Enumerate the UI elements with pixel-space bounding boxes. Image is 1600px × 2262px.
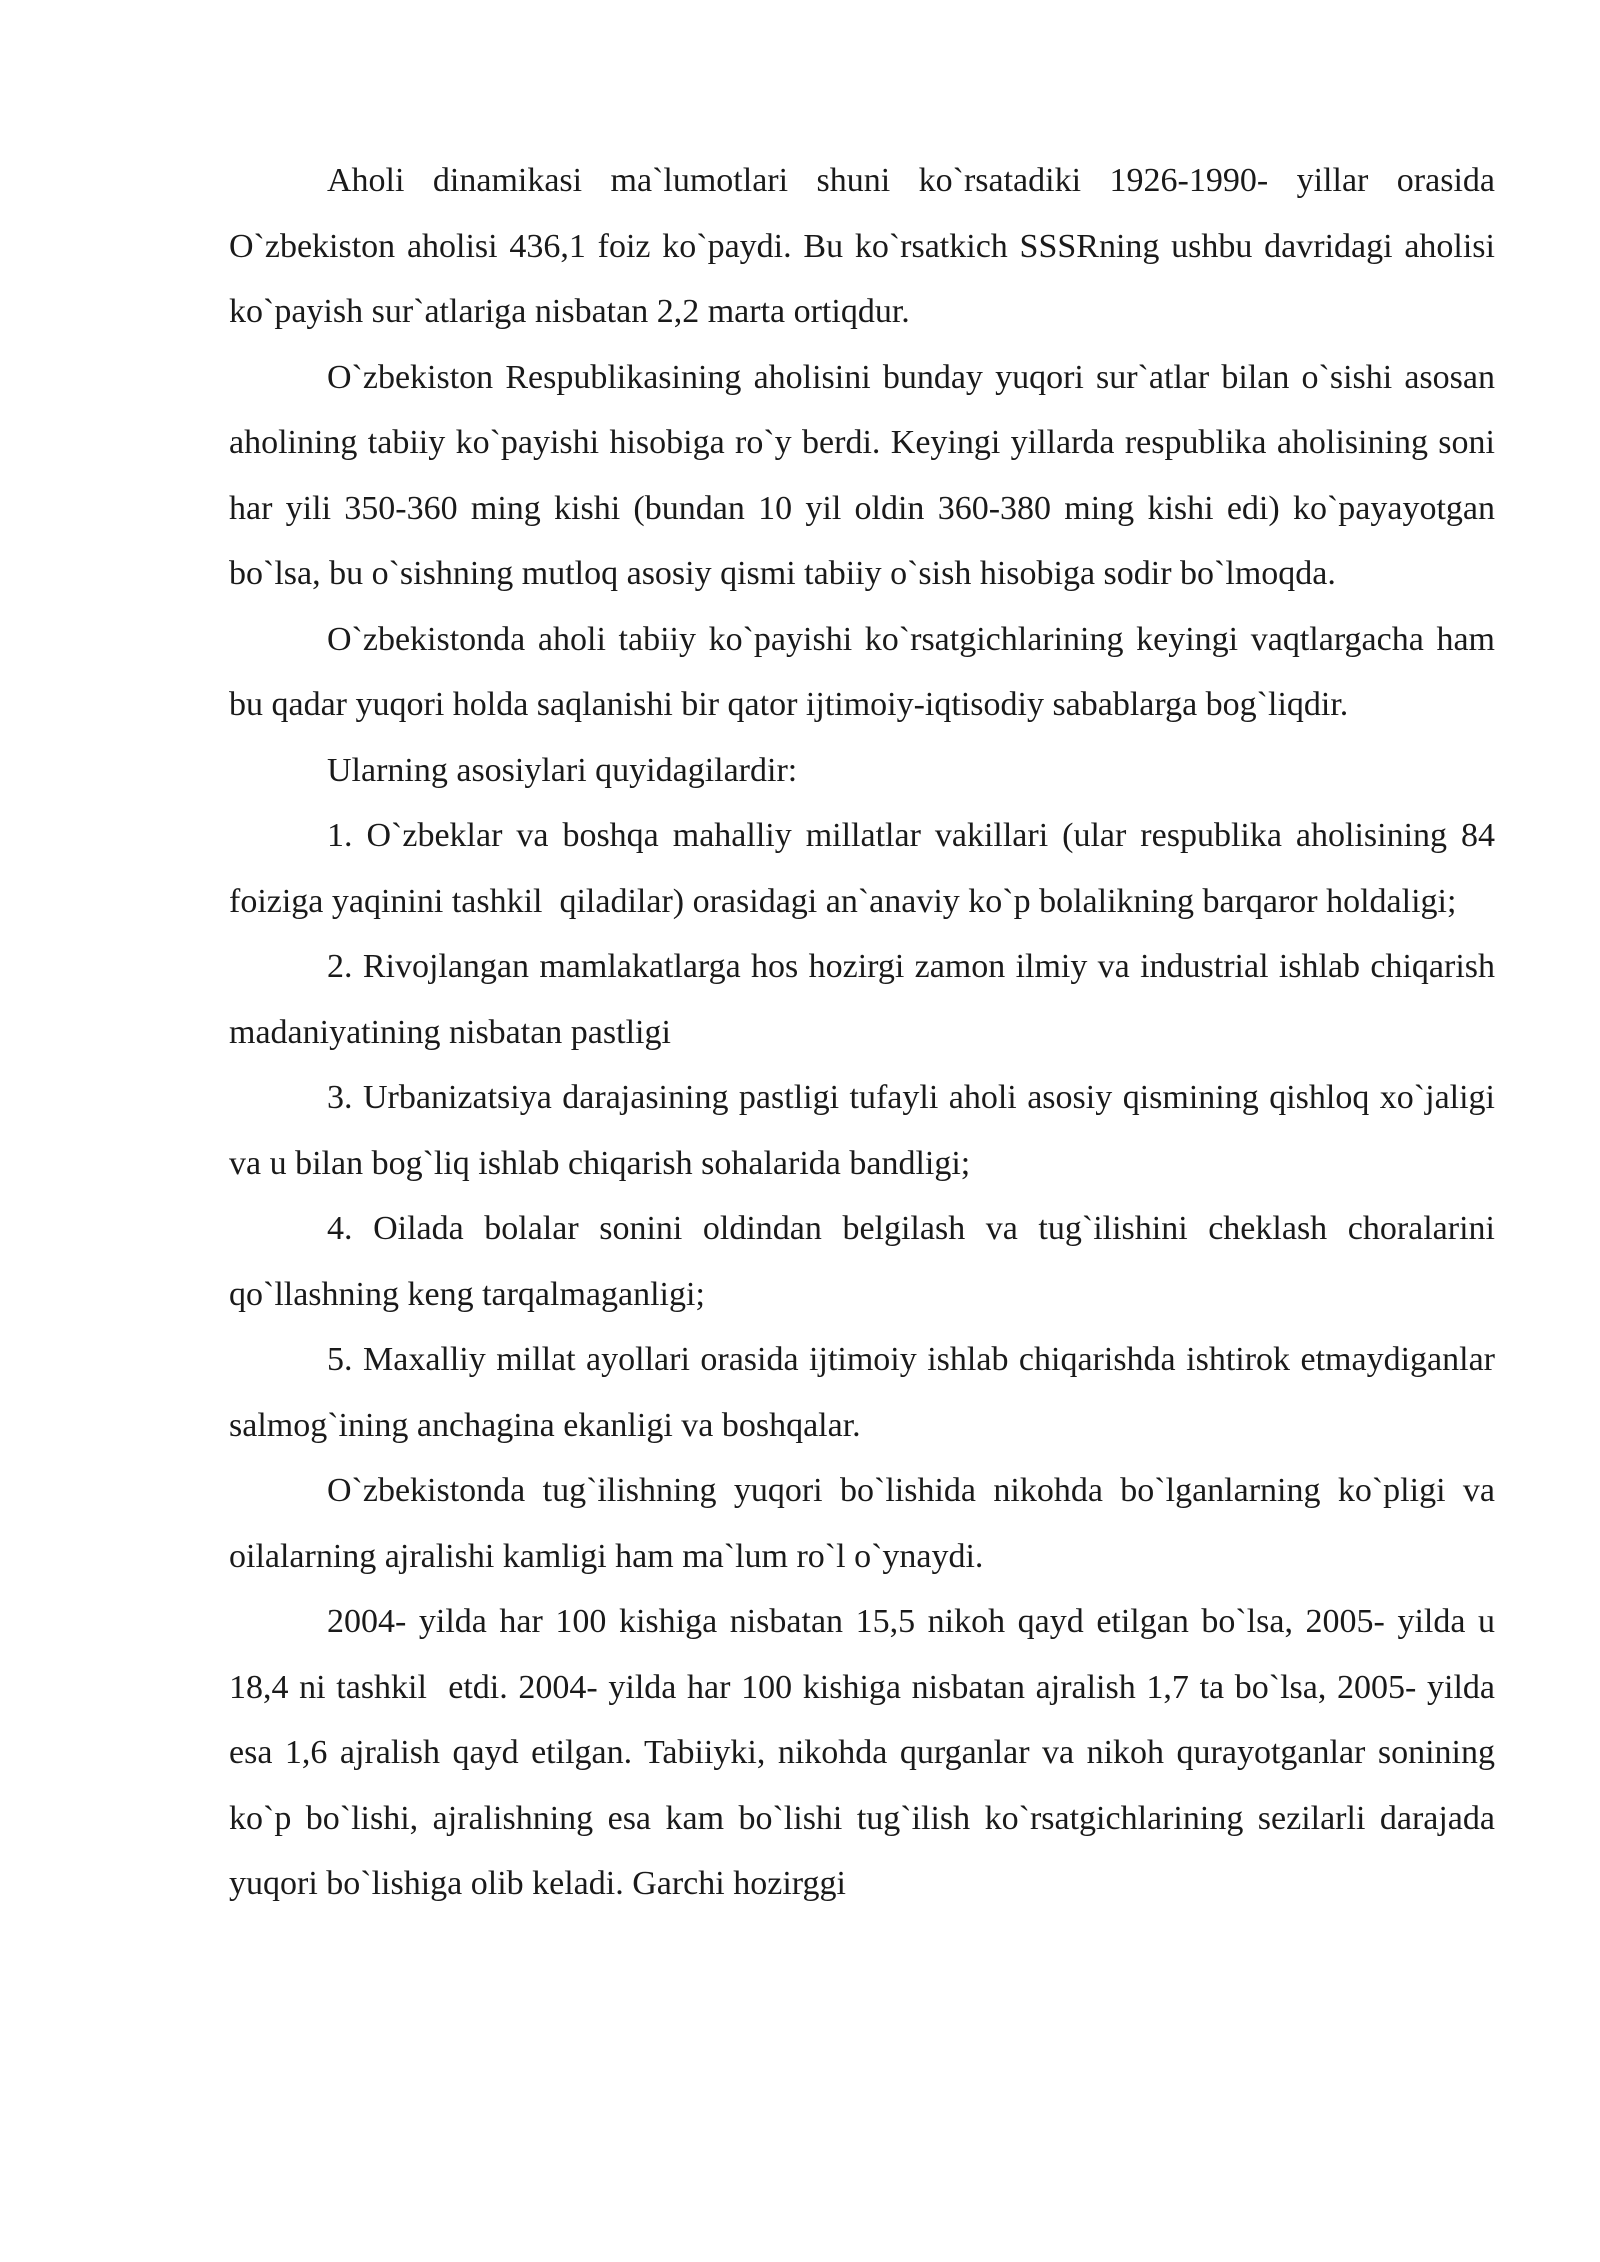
list-item: 5. Maxalliy millat ayollari orasida ijtimoiy ishlab chiqarishda ishtirok etmaydiganlar salmog`ining anchagina ekanligi va boshqalar. bbox=[229, 1341, 1504, 1444]
paragraph: O`zbekistonda aholi tabiiy ko`payishi ko`rsatgichlarining keyingi vaqtlargacha ham bu qadar yuqori holda saqlanishi bir qator ijtimoiy-iqtisodiy sabablarga bog`liqdir. bbox=[229, 620, 1504, 723]
paragraph: Aholi dinamikasi ma`lumotlari shuni ko`rsatadiki 1926-1990- yillar orasida O`zbekiston aholisi 436,1 foiz ko`paydi. Bu ko`rsatkich SSSRning ushbu davridagi aholisi ko`payish sur`atlariga nisbatan 2,2 marta ortiqdur. bbox=[229, 162, 1504, 330]
paragraph: O`zbekistonda tug`ilishning yuqori bo`lishida nikohda bo`lganlarning ko`pligi va oilalarning ajralishi kamligi ham ma`lum ro`l o`ynaydi. bbox=[229, 1472, 1504, 1575]
list-item: 4. Oilada bolalar sonini oldindan belgilash va tug`ilishini cheklash choralarini qo`llashning keng tarqalmaganligi; bbox=[229, 1210, 1504, 1313]
paragraph: 2004- yilda har 100 kishiga nisbatan 15,5 nikoh qayd etilgan bo`lsa, 2005- yilda u 18,4 ni tashkil etdi. 2004- yilda har 100 kishiga nisbatan ajralish 1,7 ta bo`lsa, 2005- yilda esa 1,6 ajralish qayd etilgan. Tabiiyki, nikohda qurganlar va nikoh qurayotganlar sonining ko`p bo`lishi, ajralishning esa kam bo`lishi tug`ilish ko`rsatgichlarining sezilarli darajada yuqori bo`lishiga olib keladi. Garchi hozirggi bbox=[229, 1603, 1504, 1902]
list-item: 3. Urbanizatsiya darajasining pastligi tufayli aholi asosiy qismining qishloq xo`jaligi va u bilan bog`liq ishlab chiqarish sohalarida bandligi; bbox=[229, 1079, 1504, 1182]
document-page bbox=[229, 148, 1504, 1917]
paragraph: O`zbekiston Respublikasining aholisini bunday yuqori sur`atlar bilan o`sishi asosan aholining tabiiy ko`payishi hisobiga ro`y berdi. Keyingi yillarda respublika aholisining soni har yili 350-360 ming kishi (bundan 10 yil oldin 360-380 ming kishi edi) ko`payayotgan bo`lsa, bu o`sishning mutloq asosiy qismi tabiiy o`sish hisobiga sodir bo`lmoqda. bbox=[229, 358, 1504, 592]
list-item: 2. Rivojlangan mamlakatlarga hos hozirgi zamon ilmiy va industrial ishlab chiqarish madaniyatining nisbatan pastligi bbox=[229, 948, 1504, 1051]
list-item: 1. O`zbeklar va boshqa mahalliy millatlar vakillari (ular respublika aholisining 84 foiziga yaqinini tashkil qiladilar) orasidagi an`anaviy ko`p bolalikning barqaror holdaligi; bbox=[229, 817, 1504, 920]
paragraph: Ularning asosiylari quyidagilardir: bbox=[327, 751, 798, 789]
